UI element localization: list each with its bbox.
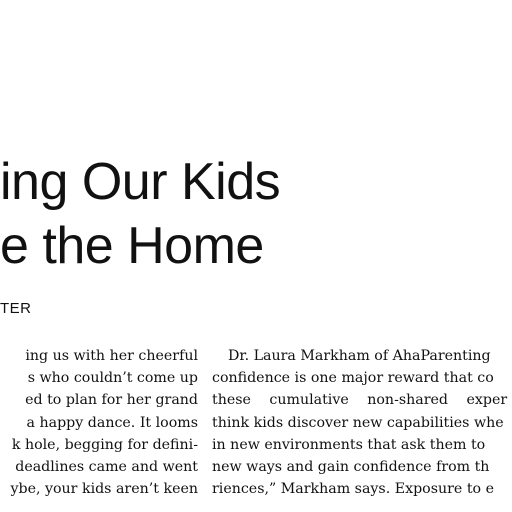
body-line: these cumulative non-shared exper xyxy=(212,392,508,409)
article-byline: TER xyxy=(0,300,32,317)
body-line: deadlines came and went xyxy=(15,459,198,476)
body-line: a happy dance. It looms xyxy=(26,414,198,431)
body-line: s who couldn’t come up xyxy=(27,370,198,387)
body-line: ing us with her cheerful xyxy=(25,348,198,364)
body-line: think kids discover new capabilities whe xyxy=(212,414,504,431)
body-line: in new environments that ask them to xyxy=(212,436,486,453)
headline-line-1: ing Our Kids xyxy=(0,153,281,211)
body-column-left xyxy=(0,345,198,500)
body-line: ed to plan for her grand xyxy=(25,392,198,409)
body-line: confidence is one major reward that co xyxy=(212,370,494,387)
body-line: Dr. Laura Markham of AhaParenting xyxy=(228,348,491,364)
body-line: riences,” Markham says. Exposure to e xyxy=(212,481,494,498)
body-line: ybe, your kids aren’t keen xyxy=(10,481,198,498)
article-headline xyxy=(0,150,512,278)
body-line: new ways and gain confidence from th xyxy=(212,459,490,476)
headline-line-2: e the Home xyxy=(0,217,264,275)
body-column-right xyxy=(212,345,512,500)
body-line: k hole, begging for defini- xyxy=(11,436,198,453)
